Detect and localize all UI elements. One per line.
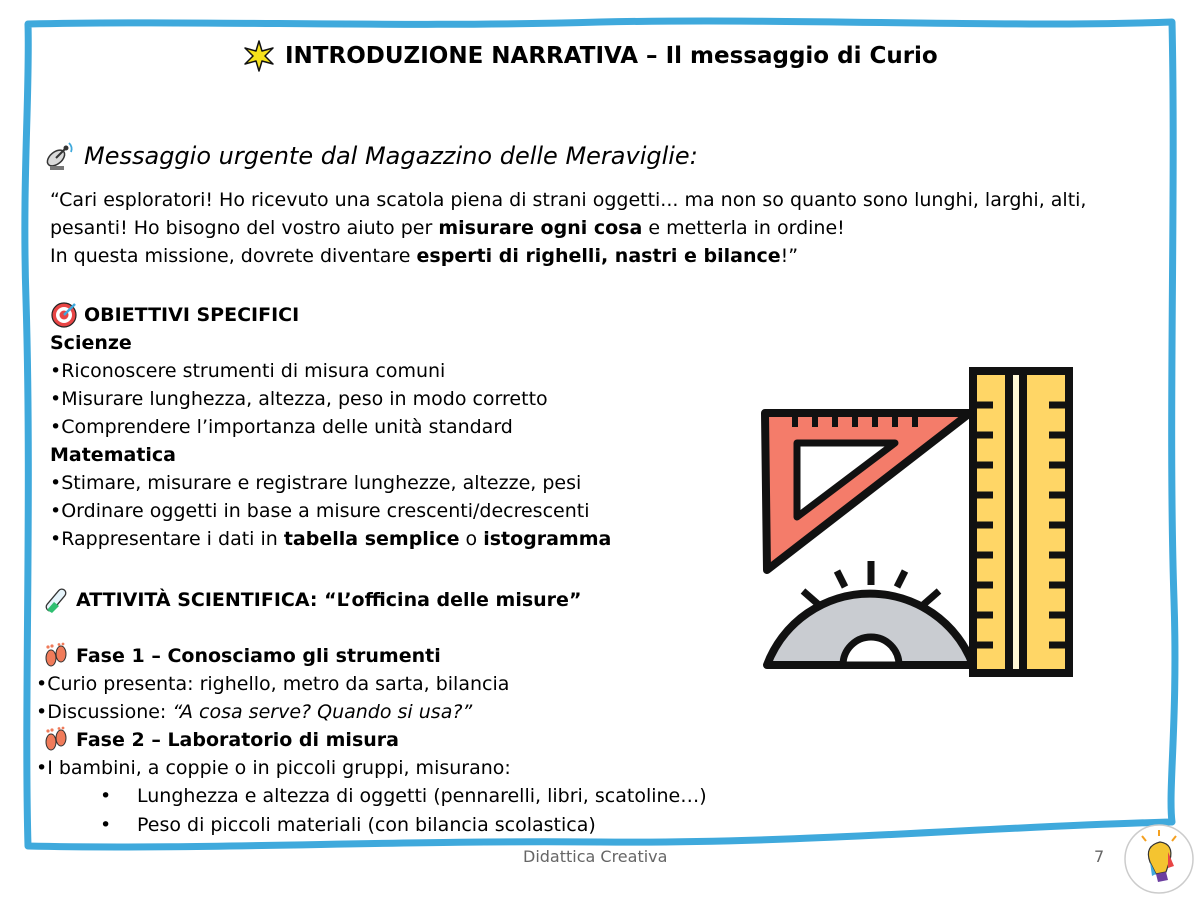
list-item: • Peso di piccoli materiali (con bilancia scolastica) [100, 814, 596, 836]
phase2-title: Fase 2 – Laboratorio di misura [42, 726, 399, 754]
message-subtitle [44, 136, 698, 176]
footer-text: Didattica Creativa [523, 847, 668, 866]
quote-line-3: In questa missione, dovrete diventare esperti di righelli, nastri e bilance!” [50, 245, 799, 267]
phase2-item: •I bambini, a coppie o in piccoli gruppi, misurano: [36, 757, 511, 779]
footprints-icon [42, 726, 70, 754]
objectives-section [50, 301, 611, 553]
phase1-items [36, 670, 509, 726]
math-item: •Rappresentare i dati in tabella semplice o istogramma [50, 528, 612, 550]
page-number: 7 [1094, 847, 1105, 866]
curio-quote [50, 186, 1150, 270]
math-label: Matematica [50, 444, 176, 466]
phase1-item: •Curio presenta: righello, metro da sarta, bilancia [36, 673, 510, 695]
footprints-icon [42, 642, 70, 670]
ruler-icon [973, 371, 1069, 673]
lightbulb-logo [1122, 822, 1196, 896]
test-tube-icon [42, 586, 70, 614]
objectives-heading: OBIETTIVI SPECIFICI [50, 301, 611, 329]
satellite-dish-icon [44, 140, 76, 172]
sub-bullet-list [100, 782, 707, 840]
star-icon [243, 40, 275, 72]
science-label: Scienze [50, 332, 132, 354]
science-item: •Misurare lunghezza, altezza, peso in modo corretto [50, 388, 548, 410]
activity-heading: ATTIVITÀ SCIENTIFICA: “L’officina delle misure” [42, 586, 581, 614]
list-item: • Lunghezza e altezza di oggetti (pennarelli, libri, scatoline…) [100, 785, 707, 807]
quote-line-2: pesanti! Ho bisogno del vostro aiuto per misurare ogni cosa e metterla in ordine! [50, 217, 845, 239]
measuring-tools-illustration [755, 365, 1075, 680]
quote-line-1: “Cari esploratori! Ho ricevuto una scatola piena di strani oggetti... ma non so quanto sono lunghi, larghi, alti, [50, 189, 1087, 211]
science-item: •Riconoscere strumenti di misura comuni [50, 360, 446, 382]
title-text: INTRODUZIONE NARRATIVA – Il messaggio di Curio [285, 43, 938, 69]
math-item: •Stimare, misurare e registrare lunghezze, altezze, pesi [50, 472, 582, 494]
target-icon [50, 301, 78, 329]
science-item: •Comprendere l’importanza delle unità standard [50, 416, 513, 438]
phase1-title: Fase 1 – Conosciamo gli strumenti [42, 642, 441, 670]
set-square-icon [765, 413, 970, 570]
subtitle-text: Messaggio urgente dal Magazzino delle Meraviglie: [84, 142, 698, 170]
math-item: •Ordinare oggetti in base a misure crescenti/decrescenti [50, 500, 590, 522]
protractor-icon [767, 561, 973, 665]
phase1-item: •Discussione: “A cosa serve? Quando si usa?” [36, 701, 473, 723]
slide-title [243, 36, 1003, 76]
